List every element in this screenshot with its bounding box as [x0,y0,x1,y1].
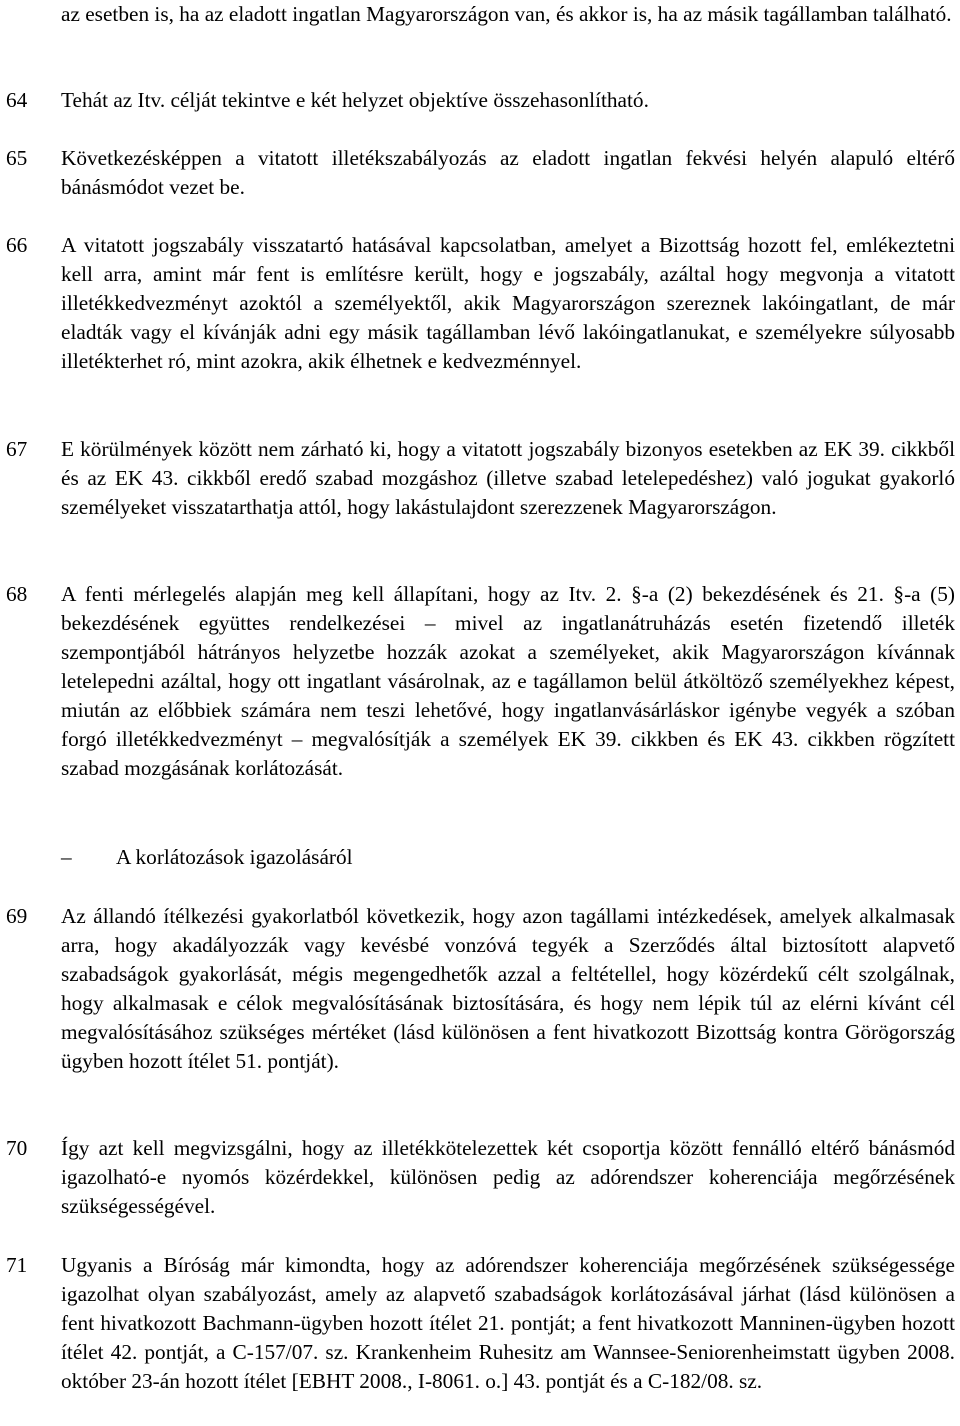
paragraph-text: Ugyanis a Bíróság már kimondta, hogy az adórendszer koherenciája megőrzésének szükségessége igazolhat olyan szabályozást, amely az alapvető szabadságok korlátozásával járhat (lásd különösen a fent hivatkozott Bachmann-ügyben hozott ítélet 21. pontját; a fent hivatkozott Manninen-ügyben hozott ítélet 42. pontját, a C-157/07. sz. Krankenheim Ruhesitz am Wannsee-Seniorenheimstatt ügyben 2008. október 23-án hozott ítélet [EBHT 2008., I-8061. o.] 43. pontját és a C-182/08. sz. [61,1253,955,1393]
heading-text: A korlátozások igazolásáról [116,845,353,869]
paragraph-64 [6,86,955,115]
paragraph-text: A fenti mérlegelés alapján meg kell állapítani, hogy az Itv. 2. §-a (2) bekezdésének és 21. §-a (5) bekezdésének együttes rendelkezései – mivel az ingatlanátruházás esetén fizetendő illeték szempontjából hátrányos helyzetbe hozzák azokat a személyeket, akik Magyarországon kívánnak letelepedni azáltal, hogy ott ingatlant vásárolnak, az e tagállamon belül átköltöző személyekhez képest, miután az előbbiek számára nem teszi lehetővé, hogy ingatlanvásárláskor igénybe vegyék a szóban forgó illetékkedvezményt – megvalósítják a személyek EK 39. cikkben és EK 43. cikkben rögzített szabad mozgásának korlátozását. [61,582,955,780]
section-heading [61,843,955,872]
paragraph-number: 66 [6,233,28,257]
paragraph-65 [6,144,955,202]
paragraph-68 [6,580,955,783]
paragraph-number: 67 [6,437,28,461]
paragraph-number: 68 [6,582,28,606]
paragraph-67 [6,435,955,522]
paragraph-text: A vitatott jogszabály visszatartó hatásával kapcsolatban, amelyet a Bizottság hozott fel, emlékeztetni kell arra, amint már fent is említésre került, hogy e jogszabály, azáltal hogy megvonja a vitatott illetékkedvezményt azoktól a személyektől, akik Magyarországon szereznek lakóingatlant, de már eladták vagy el kívánják adni egy másik tagállamban lévő lakóingatlanukat, e személyekre súlyosabb illetékterhet ró, mint azokra, akik élhetnek e kedvezménnyel. [61,233,955,373]
paragraph-number: 65 [6,146,28,170]
paragraph-number: 70 [6,1136,28,1160]
paragraph-text: Az állandó ítélkezési gyakorlatból következik, hogy azon tagállami intézkedések, amelyek alkalmasak arra, hogy akadályozzák vagy kevésbé vonzóvá tegyék a Szerződés által biztosított alapvető szabadságok gyakorlását, mégis megengedhetők azzal a feltétellel, hogy közérdekű célt szolgálnak, hogy alkalmasak e célok megvalósításának biztosítására, és hogy nem lépik túl az elérni kívánt cél megvalósításához szükséges mértéket (lásd különösen a fent hivatkozott Bizottság kontra Görögország ügyben hozott ítélet 51. pontját). [61,904,955,1073]
paragraph-text: Így azt kell megvizsgálni, hogy az illetékkötelezettek két csoportja között fennálló eltérő bánásmód igazolható-e nyomós közérdekkel, különösen pedig az adórendszer koherenciája megőrzésének szükségességével. [61,1136,955,1218]
paragraph-text: E körülmények között nem zárható ki, hogy a vitatott jogszabály bizonyos esetekben az EK 39. cikkből és az EK 43. cikkből eredő szabad mozgáshoz (illetve szabad letelepedéshez) való jogukat gyakorló személyeket visszatarthatja attól, hogy lakástulajdont szerezzenek Magyarországon. [61,437,955,519]
paragraph-text: Következésképpen a vitatott illetékszabályozás az eladott ingatlan fekvési helyén alapuló eltérő bánásmódot vezet be. [61,146,955,199]
paragraph-69 [6,902,955,1076]
paragraph-70 [6,1134,955,1221]
paragraph-text: az esetben is, ha az eladott ingatlan Magyarországon van, és akkor is, ha az másik tagállamban található. [61,2,952,26]
paragraph-71 [6,1251,955,1396]
paragraph-number: 69 [6,904,28,928]
paragraph-continued [61,0,955,29]
paragraph-number: 64 [6,88,28,112]
paragraph-number: 71 [6,1253,28,1277]
paragraph-66 [6,231,955,376]
heading-dash: – [61,845,72,869]
paragraph-text: Tehát az Itv. célját tekintve e két helyzet objektíve összehasonlítható. [61,88,649,112]
